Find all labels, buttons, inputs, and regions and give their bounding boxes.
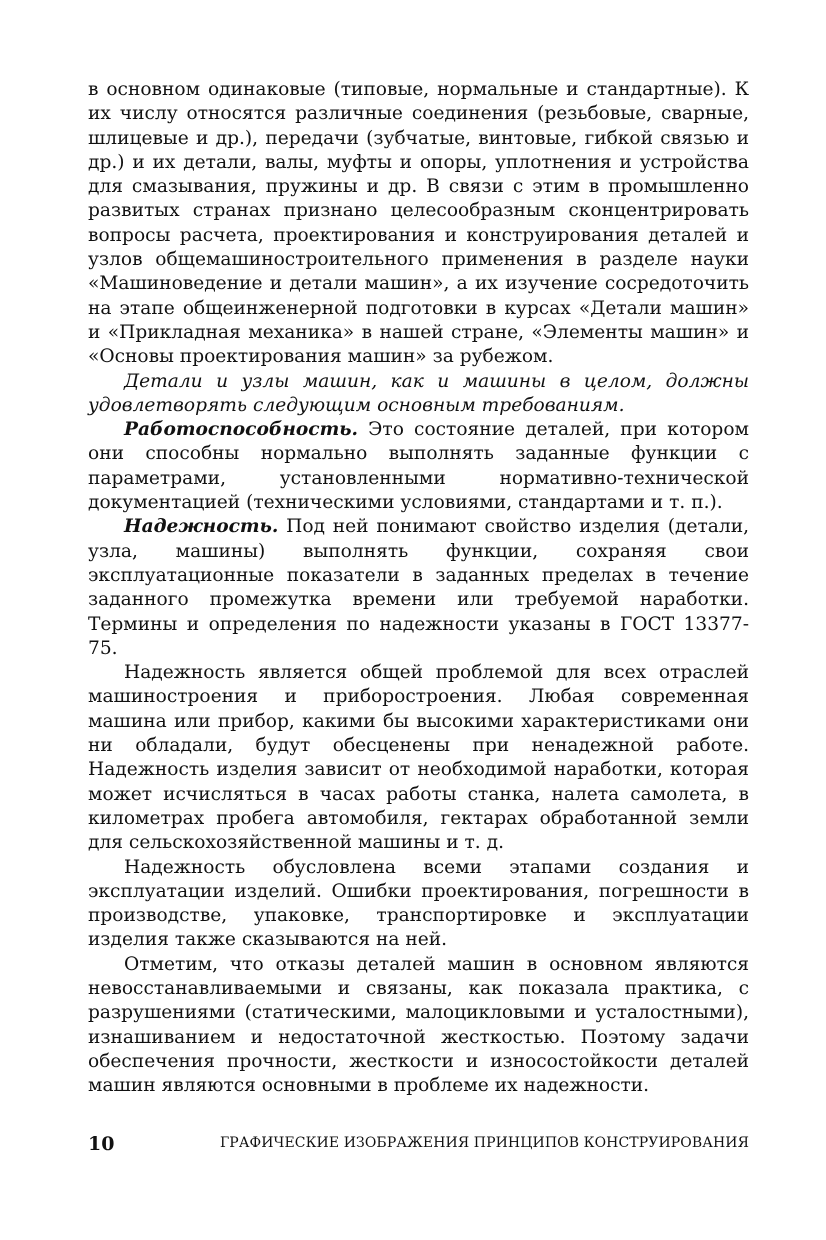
term-reliability: Надежность. bbox=[124, 516, 279, 538]
reliability-definition: Под ней понимают свойство изделия (детали, узла, машины) выполнять функции, сохраняя свои эксплуатационные показатели в заданных пределах в течение заданного промежутка времени или требуемой наработки. Термины и определения по надежности указаны в ГОСТ 13377-75. bbox=[88, 516, 749, 659]
paragraph-continuation: в основном одинаковые (типовые, нормальные и стандартные). К их числу относятся различные соединения (резьбовые, сварные, шлицевые и др.), передачи (зубчатые, винтовые, гибкой связью и др.) и их детали, валы, муфты и опоры, уплотнения и устройства для смазывания, пружины и др. В связи с этим в промышленно развитых странах признано целесообразным сконцентрировать вопросы расчета, проектирования и конструирования деталей и узлов общемашиностроительного применения в разделе науки «Машиноведение и детали машин», а их изучение сосредоточить на этапе общеинженерной подготовки в курсах «Детали машин» и «Прикладная механика» в нашей стране, «Элементы машин» и «Основы проектирования машин» за рубежом. bbox=[88, 79, 749, 368]
paragraph-requirements-intro: Детали и узлы машин, как и машины в целом, должны удовлетворять следующим основным требованиям. bbox=[88, 370, 749, 416]
paragraph-failures: Отметим, что отказы деталей машин в основном являются невосстанавливаемыми и связаны, как показала практика, с разрушениями (статическими, малоцикловыми и усталостными), изнашиванием и недостаточной жесткостью. Поэтому задачи обеспечения прочности, жесткости и износостойкости деталей машин являются основными в проблеме их надежности. bbox=[88, 953, 749, 1097]
paragraph-reliability-stages: Надежность обусловлена всеми этапами создания и эксплуатации изделий. Ошибки проектирования, погрешности в производстве, упаковке, транспортировке и эксплуатации изделия также сказываются на ней. bbox=[88, 856, 749, 951]
running-title: ГРАФИЧЕСКИЕ ИЗОБРАЖЕНИЯ ПРИНЦИПОВ КОНСТРУИРОВАНИЯ bbox=[219, 1135, 749, 1151]
term-operability: Работоспособность. bbox=[124, 419, 359, 441]
page-body bbox=[88, 78, 749, 1098]
paragraph-reliability bbox=[88, 515, 749, 661]
paragraph-reliability-problem: Надежность является общей проблемой для всех отраслей машиностроения и приборостроения. Любая современная машина или прибор, какими бы высокими характеристиками они ни обладали, будут обесценены при ненадежной работе. Надежность изделия зависит от необходимой наработки, которая может исчисляться в часах работы станка, налета самолета, в километрах пробега автомобиля, гектарах обработанной земли для сельскохозяйственной машины и т. д. bbox=[88, 662, 749, 854]
operability-definition: Это состояние деталей, при котором они способны нормально выполнять заданные функции с параметрами, установленными нормативно-технической документацией (техническими условиями, стандартами и т. п.). bbox=[88, 419, 749, 514]
paragraph-operability bbox=[88, 418, 749, 515]
page-footer bbox=[88, 1133, 749, 1159]
page-number: 10 bbox=[88, 1133, 115, 1155]
